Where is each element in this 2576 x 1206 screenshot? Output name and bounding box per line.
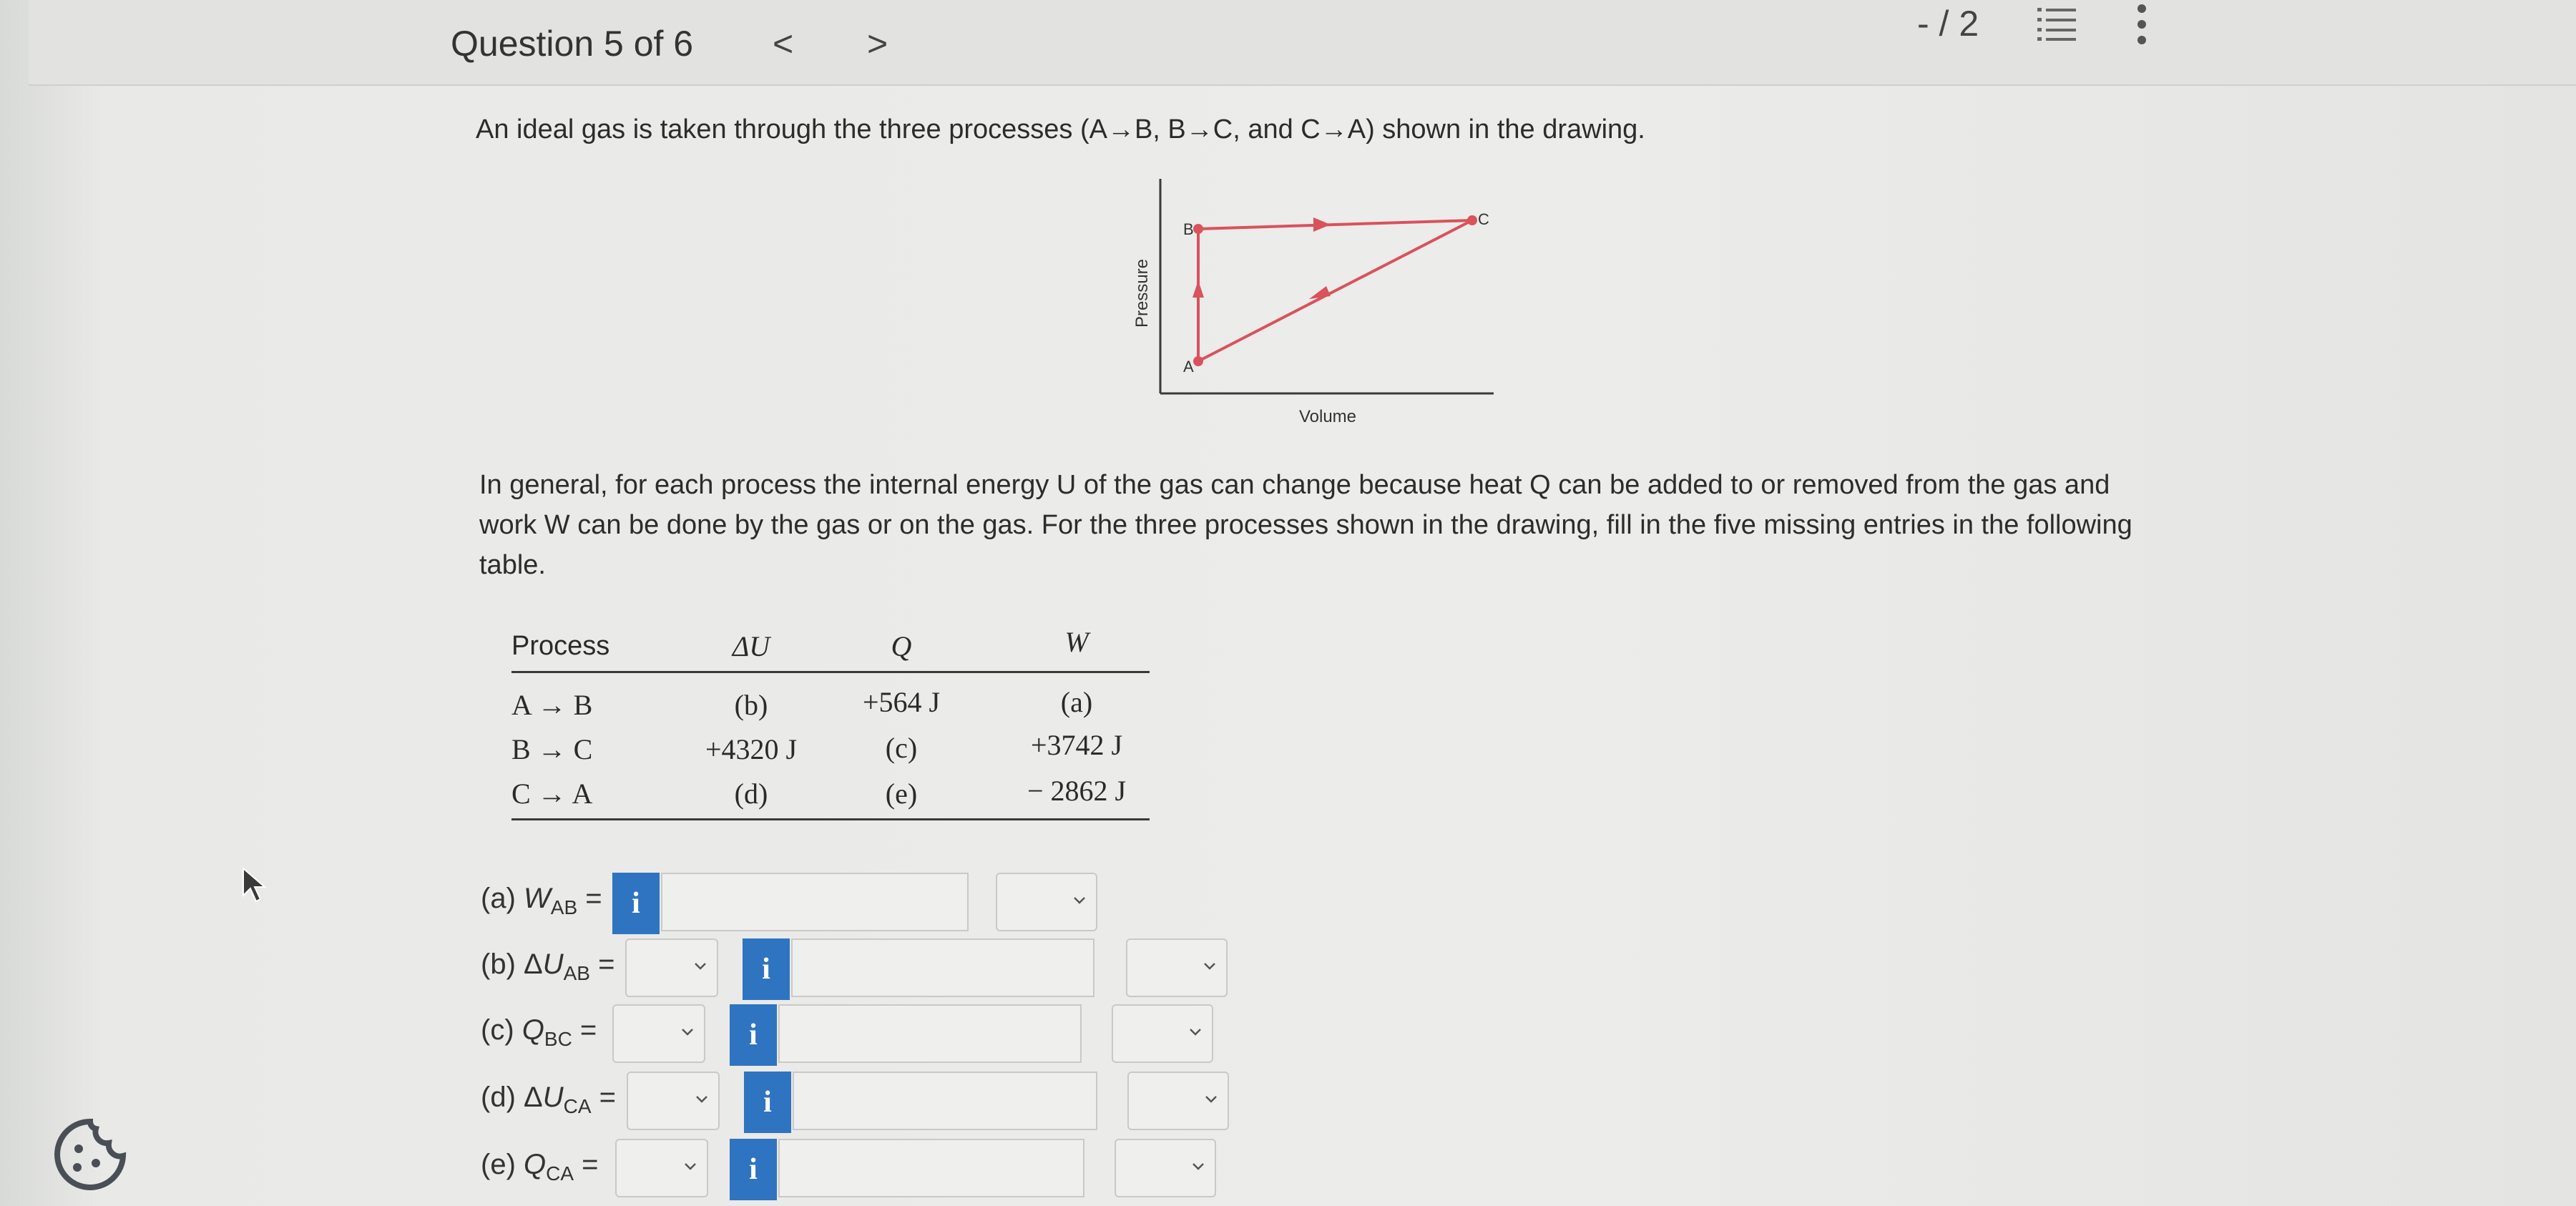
- info-button-c[interactable]: i: [730, 1004, 777, 1066]
- unit-select-b[interactable]: [1126, 938, 1228, 997]
- table-cell: (e): [885, 778, 918, 810]
- table-header-q: Q: [891, 630, 912, 662]
- answer-label-c: (c) $Q_{BC}$ =: [481, 1014, 597, 1050]
- answer-label-e: (e) $Q_{CA}$ =: [481, 1149, 599, 1185]
- answer-input-a[interactable]: [661, 873, 969, 931]
- arrow-a-to-b: [1192, 280, 1204, 298]
- instructions-paragraph: In general, for each process the internal energy U of the gas can change because heat Q can be added to or removed from the gas and work W can be done by the gas or on the gas. For the three processes shown in the drawing, fill in the five missing entries in the following table.: [479, 470, 2132, 580]
- table-cell: (d): [734, 778, 768, 810]
- chevron-down-icon: [694, 960, 707, 973]
- answer-row-c: [479, 1004, 1238, 1066]
- answer-label-d: (d) $\Delta U_{CA}$ =: [481, 1082, 616, 1117]
- answer-label-a: (a) $W_{AB}$ =: [481, 883, 602, 918]
- answer-input-b[interactable]: [791, 938, 1094, 997]
- more-options-icon[interactable]: [2136, 4, 2148, 44]
- info-button-d[interactable]: i: [744, 1072, 791, 1133]
- sign-select-e[interactable]: [615, 1139, 708, 1197]
- process-b-to-c: [1198, 220, 1472, 229]
- info-button-e[interactable]: i: [730, 1139, 777, 1200]
- table-cell: +3742 J: [1030, 729, 1123, 761]
- answer-row-e: [479, 1139, 1238, 1200]
- point-c: [1467, 215, 1477, 225]
- table-bottom-rule: [511, 818, 1150, 820]
- table-cell: (b): [734, 689, 768, 721]
- sign-select-b[interactable]: [625, 938, 718, 997]
- chevron-down-icon: [695, 1093, 708, 1106]
- unit-select-a[interactable]: [996, 873, 1097, 931]
- process-c-to-a: [1198, 220, 1472, 361]
- arrow-b-to-c: [1313, 217, 1331, 232]
- arrow-c-to-a: [1309, 286, 1331, 299]
- next-question-button[interactable]: >: [867, 24, 888, 64]
- chevron-down-icon: [681, 1026, 694, 1039]
- table-header-rule: [511, 671, 1150, 673]
- table-cell: (a): [1060, 686, 1093, 718]
- chevron-down-icon: [1203, 960, 1216, 973]
- top-bar: [29, 0, 2576, 86]
- score: - / 2: [1917, 4, 1979, 44]
- chevron-down-icon: [684, 1160, 697, 1173]
- table-cell: (c): [885, 732, 918, 764]
- unit-select-e[interactable]: [1115, 1139, 1216, 1197]
- mouse-cursor-icon: [242, 867, 268, 903]
- answer-row-d: [479, 1072, 1238, 1133]
- process-table: [511, 622, 1150, 823]
- table-cell: A → B: [511, 689, 593, 721]
- answer-input-e[interactable]: [778, 1139, 1084, 1197]
- table-cell: +564 J: [862, 686, 941, 718]
- question-list-icon[interactable]: [2037, 6, 2076, 41]
- answer-row-a: [479, 873, 1123, 934]
- answer-input-c[interactable]: [778, 1004, 1082, 1063]
- question-intro: An ideal gas is taken through the three processes (A→B, B→C, and C→A) shown in the drawing.: [476, 114, 1645, 144]
- chevron-down-icon: [1189, 1026, 1202, 1039]
- previous-question-button[interactable]: <: [773, 24, 794, 64]
- answer-label-b: (b) $\Delta U_{AB}$ =: [481, 948, 615, 984]
- table-header-process: Process: [511, 631, 610, 661]
- info-button-b[interactable]: i: [743, 938, 790, 1000]
- pressure-axis-label: Pressure: [1132, 258, 1152, 328]
- point-a-label: A: [1183, 358, 1194, 376]
- cookie-settings-icon[interactable]: [52, 1116, 129, 1193]
- unit-select-c[interactable]: [1112, 1004, 1213, 1063]
- point-b: [1193, 224, 1203, 234]
- unit-select-d[interactable]: [1127, 1072, 1229, 1130]
- table-header-w: W: [1064, 626, 1089, 658]
- point-b-label: B: [1183, 220, 1194, 238]
- chevron-down-icon: [1192, 1160, 1205, 1173]
- question-counter: Question 5 of 6: [451, 24, 694, 64]
- sign-select-c[interactable]: [612, 1004, 705, 1063]
- answer-row-b: [479, 938, 1238, 1000]
- pv-diagram: [1123, 172, 1524, 436]
- volume-axis-label: Volume: [1298, 407, 1357, 426]
- answer-input-d[interactable]: [793, 1072, 1097, 1130]
- table-cell: +4320 J: [705, 733, 798, 765]
- table-cell: C → A: [511, 778, 593, 810]
- chevron-down-icon: [1073, 894, 1086, 907]
- point-c-label: C: [1478, 210, 1489, 228]
- point-a: [1193, 356, 1203, 366]
- sign-select-d[interactable]: [627, 1072, 720, 1130]
- chevron-down-icon: [1205, 1093, 1218, 1106]
- info-button-a[interactable]: i: [612, 873, 660, 934]
- table-cell: − 2862 J: [1027, 775, 1127, 807]
- table-cell: B → C: [511, 733, 593, 765]
- table-header-delta-u: ΔU: [732, 630, 770, 662]
